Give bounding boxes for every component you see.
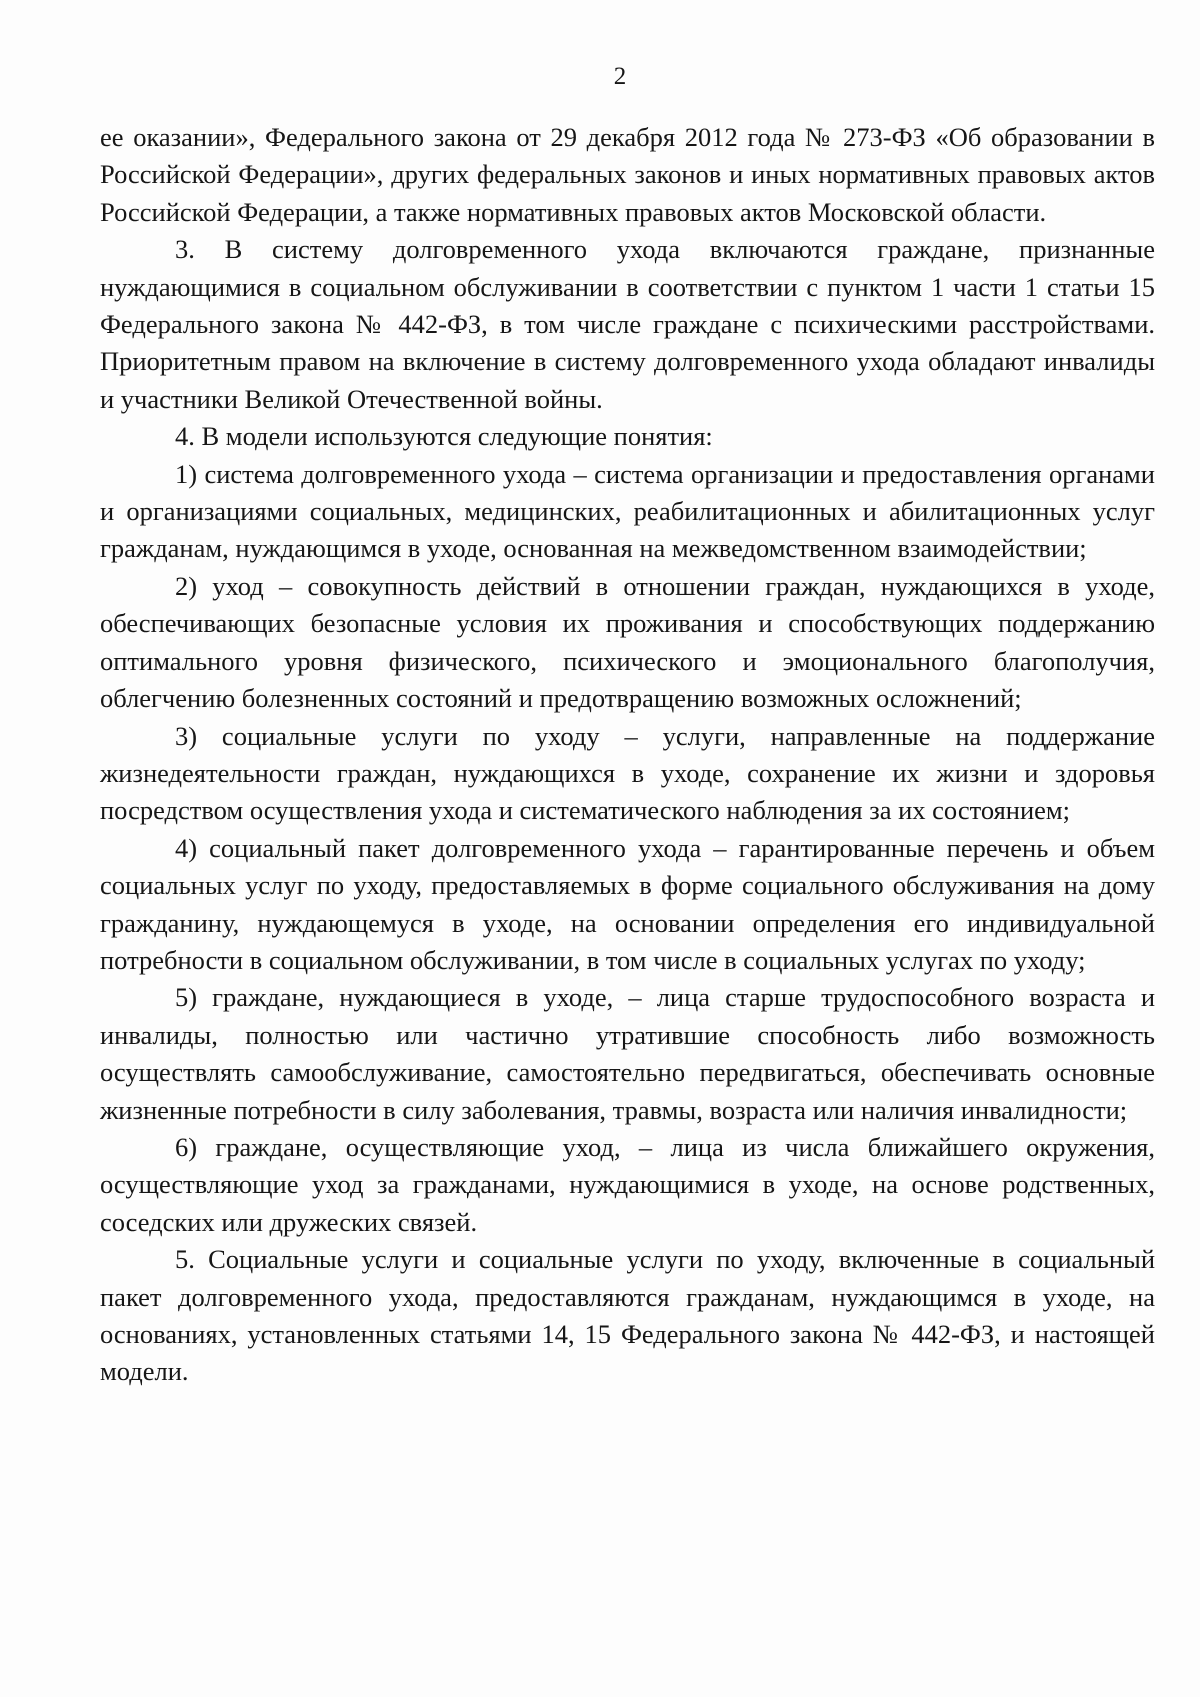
paragraph-definition-3: 3) социальные услуги по уходу – услуги, направленные на поддержание жизнедеятельности граждан, нуждающихся в уходе, сохранение их жизни и здоровья посредством осуществления ухода и систематического наблюдения за их состоянием; [100, 720, 1155, 826]
paragraph-definition-1: 1) система долговременного ухода – система организации и предоставления органами и организациями социальных, медицинских, реабилитационных и абилитационных услуг гражданам, нуждающимся в уходе, основанная на межведомственном взаимодействии; [100, 458, 1155, 564]
page-number: 2 [613, 63, 627, 90]
paragraph-definition-2: 2) уход – совокупность действий в отношении граждан, нуждающихся в уходе, обеспечивающих безопасные условия их проживания и способствующих поддержанию оптимального уровня физического, психического и эмоционального благополучия, облегчению болезненных состояний и предотвращению возможных осложнений; [100, 570, 1155, 714]
paragraph-clause-4: 4. В модели используются следующие понятия: [175, 421, 713, 452]
paragraph-clause-3: 3. В систему долговременного ухода включаются граждане, признанные нуждающимися в социальном обслуживании в соответствии с пунктом 1 части 1 статьи 15 Федерального закона № 442-ФЗ, в том числе граждане с психическими расстройствами. Приоритетным правом на включение в систему долговременного ухода обладают инвалиды и участники Великой Отечественной войны. [100, 234, 1155, 414]
paragraph-definition-4: 4) социальный пакет долговременного ухода – гарантированные перечень и объем социальных услуг по уходу, предоставляемых в форме социального обслуживания на дому гражданину, нуждающемуся в уходе, на основании определения его индивидуальной потребности в социальном обслуживании, в том числе в социальных услугах по уходу; [100, 832, 1155, 975]
paragraph-continuation: ее оказании», Федерального закона от 29 декабря 2012 года № 273-ФЗ «Об образовании в Российской Федерации», других федеральных законов и иных нормативных правовых актов Российской Федерации, а также нормативных правовых актов Московской области. [100, 122, 1155, 227]
document-body [100, 119, 1155, 1391]
paragraph-clause-5: 5. Социальные услуги и социальные услуги по уходу, включенные в социальный пакет долговременного ухода, предоставляются гражданам, нуждающимся в уходе, на основаниях, установленных статьями 14, 15 Федерального закона № 442-ФЗ, и настоящей модели. [100, 1244, 1155, 1387]
paragraph-definition-6: 6) граждане, осуществляющие уход, – лица из числа ближайшего окружения, осуществляющие уход за гражданами, нуждающимися в уходе, на основе родственных, соседских или дружеских связей. [100, 1131, 1155, 1237]
paragraph-definition-5: 5) граждане, нуждающиеся в уходе, – лица старше трудоспособного возраста и инвалиды, полностью или частично утратившие способность либо возможность осуществлять самообслуживание, самостоятельно передвигаться, обеспечивать основные жизненные потребности в силу заболевания, травмы, возраста или наличия инвалидности; [100, 982, 1155, 1125]
